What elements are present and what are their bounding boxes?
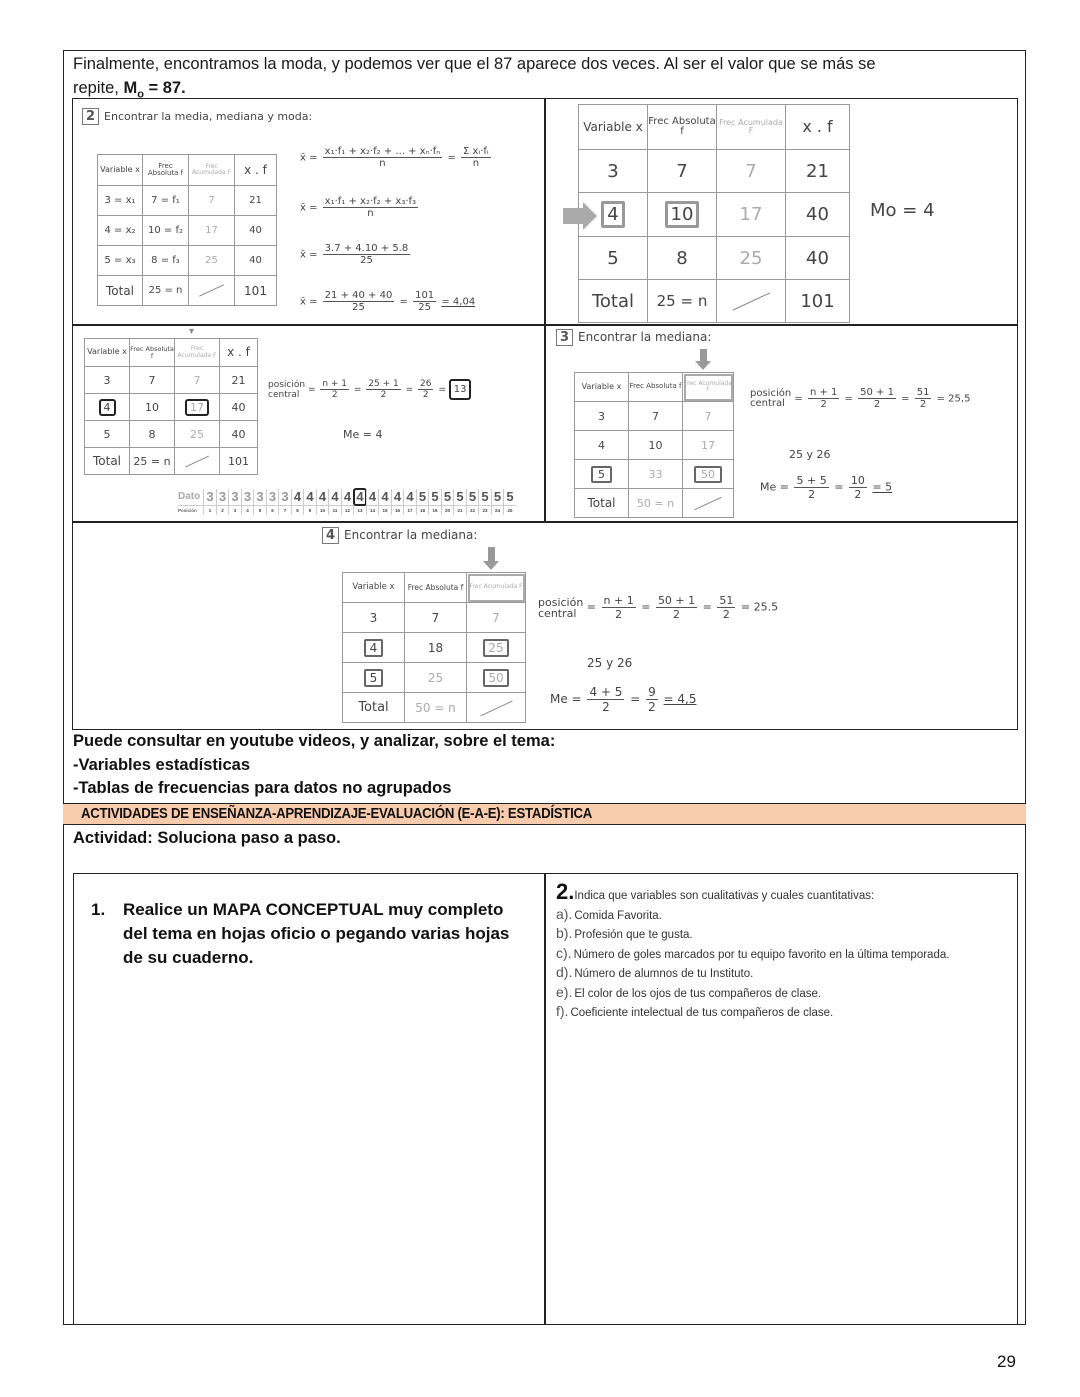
panel5-positions-note: 25 y 26 [587, 656, 633, 670]
strip-cell: 5 21 [453, 489, 466, 515]
resources-topic-2: -Tablas de frecuencias para datos no agrupados [73, 779, 452, 797]
strip-cell: 3 7 [278, 489, 291, 515]
panel1-number-badge: 2 [82, 108, 99, 125]
strip-cell: 4 12 [341, 489, 354, 515]
task-2-item-e: e). El color de los ojos de tus compañeros de clase. [556, 983, 822, 1000]
strip-cell: 3 1 [203, 489, 216, 515]
arrow-down-small-icon: ▾ [189, 326, 195, 337]
strip-cell: 4 11 [328, 489, 341, 515]
panel5-median-formula: Me = $\frac{4 + 5}{2}$ = $\frac{9}{2}$ = 4,5 [550, 685, 697, 714]
strip-cell: 4 15 [378, 489, 391, 515]
panel1-formula-substituted: x̄ = $\frac{3.7 + 4.10 + 5.8}{25}$ [300, 243, 409, 266]
strip-cell: 4 10 [316, 489, 329, 515]
task-2-item-a: a). Comida Favorita. [556, 905, 662, 922]
strip-cell: 3 6 [266, 489, 279, 515]
panel5-title: 4 Encontrar la mediana: [322, 527, 477, 544]
panel2-mode-result: Mo = 4 [870, 200, 935, 221]
arrow-down-icon [488, 547, 495, 563]
panel1-formula-expanded: x̄ = $\frac{\text{x₁·f₁ + x₂·f₂ + x₃·f₃}}{n}$ [300, 196, 417, 219]
panel1-formula-result: x̄ = $\frac{21 + 40 + 40}{25}$ = $\frac{101}{25}$ = 4,04 [300, 290, 476, 313]
strip-cell: 5 24 [491, 489, 504, 515]
intro-line-1: Finalmente, encontramos la moda, y podemos ver que el 87 aparece dos veces. Al ser el valor que se más se [73, 55, 876, 73]
panel3-data-strip [178, 489, 516, 515]
strip-labels: Dato Posición [178, 489, 203, 515]
strip-cell: 3 2 [216, 489, 229, 515]
resources-topic-1: -Variables estadísticas [73, 756, 251, 774]
panel5-central-position: posición central = $\frac{n + 1}{2}$ = $\frac{50 + 1}{2}$ = $\frac{51}{2}$ = 25.5 [538, 594, 779, 621]
strip-cell: 4 16 [391, 489, 404, 515]
strip-cell: 5 20 [441, 489, 454, 515]
strip-cell: 3 5 [253, 489, 266, 515]
panel1-title: 2 Encontrar la media, mediana y moda: [82, 108, 312, 125]
task-2: 2.Indica que variables son cualitativas y cuales cuantitativas: a). Comida Favorita. b). Profesión que te gusta. c). Número de goles marcados por tu equipo favorito en la última temporada. d). Número de alumnos de tu Instituto. e). El color de los ojos de tus compañeros de clase. f). Coeficiente intelectual de tus compañeros de clase. [556, 882, 1016, 1023]
strip-cell: 4 14 [366, 489, 379, 515]
panel3-central-position: posición central = $\frac{n + 1}{2}$ = $\frac{25 + 1}{2}$ = $\frac{26}{2}$ = 13 [268, 379, 471, 400]
intro-line-2: repite, $M_o = 87$. [73, 79, 186, 101]
resources-intro: Puede consultar en youtube videos, y analizar, sobre el tema: [73, 732, 556, 750]
strip-cell: 4 9 [303, 489, 316, 515]
strip-cell: 5 22 [466, 489, 479, 515]
strip-cell: 4 13 [353, 489, 366, 515]
panel4-frequency-table: Variable x Frec Absoluta f Frec Acumulada F 3 7 7 4 10 17 5 33 50 Total 50 = n [574, 372, 734, 518]
median-value-highlight: 4 [99, 399, 116, 416]
grid-divider-vertical [544, 98, 546, 522]
mode-frequency-highlight: 10 [665, 201, 700, 228]
panel4-positions-note: 25 y 26 [789, 448, 831, 461]
mode-value-highlight: 4 [601, 201, 624, 228]
mode-label: $M_o = 87$. [123, 79, 186, 101]
task-1: 1. Realice un MAPA CONCEPTUAL muy completo del tema en hojas oficio o pegando varias hojas de su cuaderno. [91, 900, 510, 967]
activities-banner [63, 803, 1026, 825]
panel5-frequency-table: Variable x Frec Absoluta f Frec Acumulada F 3 7 7 4 18 25 5 25 50 Total 50 = n [342, 572, 526, 723]
page-number: 29 [997, 1352, 1016, 1371]
panel1-formula-general: x̄ = $\frac{\text{x₁·f₁ + x₂·f₂ + ... + xₙ·fₙ}}{n}$ = $\frac{\text{Σ xᵢ·fᵢ}}{n}$ [300, 146, 489, 169]
activity-divider [544, 873, 546, 1325]
task-2-item-f: f). Coeficiente intelectual de tus compañeros de clase. [556, 1003, 834, 1019]
panel4-central-position: posición central = $\frac{n + 1}{2}$ = $\frac{50 + 1}{2}$ = $\frac{51}{2}$ = 25,5 [750, 387, 971, 410]
strip-cell: 4 17 [403, 489, 416, 515]
banner-title: ACTIVIDADES DE ENSEÑANZA-APRENDIZAJE-EVALUACIÓN (E-A-E): ESTADÍSTICA [81, 805, 593, 822]
task-2-item-d: d). Número de alumnos de tu Instituto. [556, 964, 754, 980]
activity-heading: Actividad: Soluciona paso a paso. [73, 829, 341, 847]
strip-cell: 3 4 [241, 489, 254, 515]
strip-cell: 5 19 [428, 489, 441, 515]
panel2-frequency-table: Variable x Frec Absoluta f Frec Acumulada F x . f 3 7 7 21 4 10 17 40 5 8 25 40 Total 25 = n 101 [578, 104, 850, 323]
panel4-median-formula: Me = $\frac{5 + 5}{2}$ = $\frac{10}{2}$ = 5 [760, 474, 893, 501]
strip-cell: 4 8 [291, 489, 304, 515]
strip-cell: 5 18 [416, 489, 429, 515]
arrow-down-icon [700, 349, 707, 363]
task-2-item-b: b). Profesión que te gusta. [556, 925, 693, 941]
panel3-median-result: Me = 4 [343, 428, 383, 441]
strip-cell: 3 3 [228, 489, 241, 515]
grid-divider-row2 [72, 521, 1018, 523]
arrow-right-icon [563, 208, 585, 224]
strip-cell: 5 23 [478, 489, 491, 515]
strip-cell: 5 25 [503, 489, 516, 515]
panel1-frequency-table: Variable x Frec Absoluta f Frec Acumulada F x . f 3 = x₁ 7 = f₁ 7 21 4 = x₂ 10 = f₂ 17 40 5 = x₃ 8 = f₃ 25 40 Total 25 = n 101 [97, 154, 277, 306]
grid-divider-row1 [72, 324, 1018, 326]
task-2-item-c: c). Número de goles marcados por tu equipo favorito en la última temporada. [556, 944, 950, 961]
panel3-frequency-table: Variable x Frec Absoluta f Frec Acumulada F x . f 3 7 7 21 4 10 17 40 5 8 25 40 Total 25 = n 101 [84, 338, 258, 475]
panel4-title: 3 Encontrar la mediana: [556, 329, 711, 346]
